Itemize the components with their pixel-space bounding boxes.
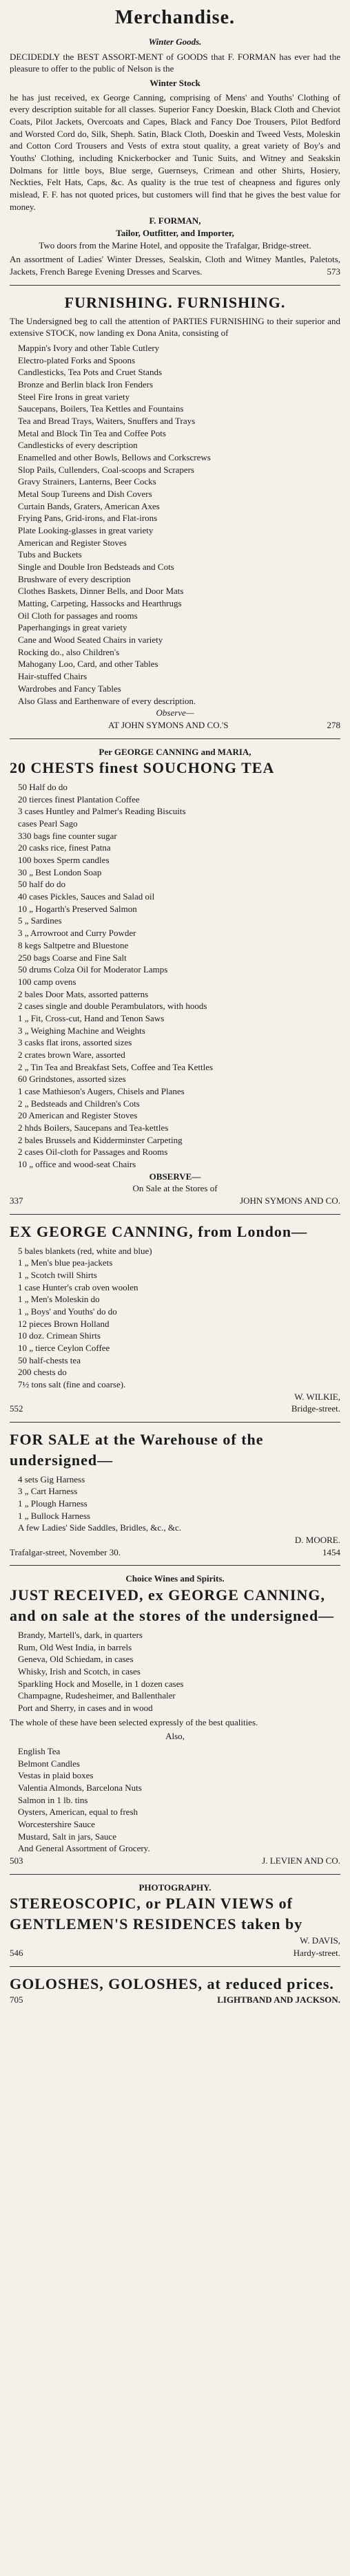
- list-item: 1 „ Boys' and Youths' do do: [18, 1306, 117, 1317]
- list-item: Candlesticks, Tea Pots and Cruet Stands: [18, 367, 162, 378]
- list-item: Oil Cloth for passages and rooms: [18, 610, 138, 621]
- list-item: Candlesticks of every description: [18, 440, 138, 451]
- list-item: Tubs and Buckets: [18, 549, 82, 560]
- list-item: Curtain Bands, Graters, American Axes: [18, 500, 160, 511]
- ad-body: he has just received, ex George Canning, comprising of Mens' and Youths' Clothing of every description suitable for all classes. Superior Fancy Doeskin, Black Cloth and Cheviot Coats, Pilot Jackets, Overcoats and Capes, Black and Fancy Doe Trousers, Pilot Bedford and Worsted Cord do, Silk, Sheph. Satin, Black Cloth, Doeskin and Tweed Vests, Moleskin and Cotton Cord Trousers and Vests of extra stout quality, a great variety of Boy's and Youths' Clothing, including Knickerbocker and Tunic Suits, and Witney and Seakskin Dolmans for little boys, Blue serge, Guernseys, Crimean and other Shirts, Hosiery, Neckties, Felt Hats, Caps, &c. As quality is the true test of cheapness and figures only mislead, F. F. has not quoted prices, but customers will find that he gives the best value for money.: [10, 92, 340, 212]
- list-item: Mustard, Salt in jars, Sauce: [18, 1831, 116, 1842]
- list-item: 1 „ Men's Moleskin do: [18, 1294, 100, 1305]
- list-item: 3 „ Weighing Machine and Weights: [18, 1025, 145, 1036]
- list-item: 1 „ Men's blue pea-jackets: [18, 1257, 113, 1268]
- list-item: 1 case Mathieson's Augers, Chisels and Planes: [18, 1085, 185, 1096]
- ad-body: The Undersigned beg to call the attention of PARTIES FURNISHING to their superior and extensive STOCK, now landing ex Dona Anita, consisting of: [10, 315, 340, 339]
- list-item: 200 chests do: [18, 1367, 67, 1378]
- ad-store: On Sale at the Stores of: [132, 1183, 218, 1194]
- list-item: 4 sets Gig Harness: [18, 1473, 85, 1484]
- ad-address: Two doors from the Marine Hotel, and opposite the Trafalgar, Bridge-street.: [39, 239, 311, 251]
- ad-ref: 503: [10, 1855, 23, 1866]
- list-item: 3 „ Cart Harness: [18, 1486, 78, 1497]
- list-item: Geneva, Old Schiedam, in cases: [18, 1654, 134, 1665]
- list-item: 100 camp ovens: [18, 976, 76, 987]
- ad-goloshes: [10, 1974, 340, 2007]
- list-item: Hair-stuffed Chairs: [18, 671, 88, 682]
- list-item: 60 Grindstones, assorted sizes: [18, 1074, 126, 1085]
- list-item: Champagne, Rudesheimer, and Ballenthaler: [18, 1690, 176, 1701]
- list-item: 2 „ Bedsteads and Children's Cots: [18, 1098, 140, 1109]
- ad-signature: W. WILKIE,: [294, 1391, 340, 1402]
- list-item: Port and Sherry, in cases and in wood: [18, 1702, 153, 1713]
- ad-furnishing: [10, 292, 340, 732]
- ad-body: DECIDEDLY the BEST ASSORT-MENT of GOODS that F. FORMAN has ever had the pleasure to offer to the public of Nelson is the: [10, 51, 340, 74]
- list-item: Paperhangings in great variety: [18, 622, 127, 633]
- list-item: Whisky, Irish and Scotch, in cases: [18, 1665, 141, 1676]
- list-item: Tea and Bread Trays, Waiters, Snuffers and Trays: [18, 416, 196, 427]
- divider: [10, 1966, 340, 1967]
- divider: [10, 738, 340, 739]
- ad-heading: GOLOSHES, GOLOSHES, at reduced prices.: [10, 1974, 334, 1992]
- divider: [10, 1874, 340, 1875]
- list-item: Belmont Candles: [18, 1758, 80, 1769]
- list-item: English Tea: [18, 1745, 61, 1756]
- list-item: Gravy Strainers, Lanterns, Beer Cocks: [18, 476, 156, 487]
- ad-address-row: 546 Hardy-street.: [10, 1947, 340, 1958]
- section-title: Merchandise.: [114, 7, 236, 28]
- list-item: 250 bags Coarse and Fine Salt: [18, 952, 127, 963]
- list-item: Vestas in plaid boxes: [18, 1770, 94, 1781]
- list-item: Wardrobes and Fancy Tables: [18, 683, 121, 694]
- ad-also: Also,: [165, 1731, 185, 1742]
- list-item: 1 „ Bullock Harness: [18, 1510, 91, 1521]
- list-item: Rum, Old West India, in barrels: [18, 1641, 132, 1652]
- ad-trade: Tailor, Outfitter, and Importer,: [116, 228, 234, 239]
- list-item: 2 „ Tin Tea and Breakfast Sets, Coffee and Tea Kettles: [18, 1061, 214, 1072]
- ad-ref: 573: [327, 266, 340, 277]
- ad-for-sale-warehouse: [10, 1429, 340, 1559]
- list-item: 20 casks rice, finest Patna: [18, 842, 111, 853]
- list-item: 2 crates brown Ware, assorted: [18, 1049, 125, 1060]
- ad-ref: 552: [10, 1403, 23, 1414]
- list-item: Oysters, American, equal to fresh: [18, 1807, 138, 1818]
- item-list: [18, 1473, 340, 1534]
- list-item: Rocking do., also Children's: [18, 646, 120, 657]
- list-item: 3 cases Huntley and Palmer's Reading Biscuits: [18, 806, 186, 817]
- list-item: 1 „ Plough Harness: [18, 1498, 88, 1509]
- ad-heading: EX GEORGE CANNING, from London—: [10, 1222, 308, 1240]
- list-item: 40 cases Pickles, Sauces and Salad oil: [18, 891, 155, 902]
- ad-photography: [10, 1882, 340, 1959]
- list-item: 50 half-chests tea: [18, 1354, 81, 1365]
- list-item: 1 case Hunter's crab oven woolen: [18, 1281, 138, 1292]
- list-item: Steel Fire Irons in great variety: [18, 391, 130, 402]
- ad-header: Choice Wines and Spirits.: [125, 1573, 225, 1584]
- list-item: 1 „ Fit, Cross-cut, Hand and Tenon Saws: [18, 1012, 165, 1023]
- list-item: 50 half do do: [18, 879, 65, 890]
- list-item: 30 „ Best London Soap: [18, 866, 102, 877]
- list-item: 330 bags fine counter sugar: [18, 830, 117, 841]
- list-item: 2 bales Brussels and Kidderminster Carpeting: [18, 1134, 183, 1145]
- list-item: 10 „ Hogarth's Preserved Salmon: [18, 903, 137, 914]
- list-item: 100 boxes Sperm candles: [18, 855, 110, 866]
- list-item: Bronze and Berlin black Iron Fenders: [18, 379, 154, 390]
- list-item: Also Glass and Earthenware of every description.: [18, 695, 196, 706]
- list-item: Plate Looking-glasses in great variety: [18, 525, 154, 536]
- list-item: Metal and Block Tin Tea and Coffee Pots: [18, 427, 166, 438]
- ad-signature: D. MOORE.: [294, 1535, 340, 1546]
- ad-observe: OBSERVE—: [149, 1171, 201, 1182]
- list-item: Brushware of every description: [18, 573, 131, 584]
- list-item: 8 kegs Saltpetre and Bluestone: [18, 939, 129, 950]
- list-item: 20 American and Register Stoves: [18, 1110, 138, 1121]
- ad-store: AT JOHN SYMONS AND CO.'S 278: [108, 719, 340, 730]
- list-item: Enamelled and other Bowls, Bellows and Corkscrews: [18, 452, 211, 463]
- item-list: [18, 342, 340, 707]
- ad-ref: 337: [10, 1195, 23, 1206]
- ad-note: The whole of these have been selected expressly of the best qualities.: [10, 1716, 258, 1727]
- list-item: Mappin's Ivory and other Table Cutlery: [18, 343, 160, 354]
- ad-ref: 546: [10, 1947, 23, 1958]
- divider: [10, 285, 340, 286]
- list-item: Valentia Almonds, Barcelona Nuts: [18, 1782, 142, 1793]
- list-item: Single and Double Iron Bedsteads and Cots: [18, 562, 174, 573]
- list-item: A few Ladies' Side Saddles, Bridles, &c., &c.: [18, 1522, 182, 1533]
- ad-ex-george-canning: [10, 1222, 340, 1415]
- list-item: 5 „ Sardines: [18, 915, 62, 926]
- list-item: Frying Pans, Grid-irons, and Flat-irons: [18, 513, 158, 524]
- ad-heading: Winter Goods.: [148, 36, 202, 47]
- item-list: [18, 1629, 340, 1714]
- ad-footer: An assortment of Ladies' Winter Dresses, Sealskin, Cloth and Witney Mantles, Paletots, Jackets, French Barege Evening Dresses and Scarves. 573: [10, 254, 340, 277]
- list-item: Brandy, Martell's, dark, in quarters: [18, 1629, 143, 1640]
- list-item: Mahogany Loo, Card, and other Tables: [18, 659, 158, 670]
- ad-signature: W. DAVIS,: [300, 1935, 340, 1946]
- ad-george-canning-maria: [10, 746, 340, 1207]
- ad-heading: STEREOSCOPIC, or PLAIN VIEWS of GENTLEMEN'S RESIDENCES taken by: [10, 1895, 303, 1933]
- list-item: Slop Pails, Cullenders, Coal-scoops and Scrapers: [18, 464, 194, 475]
- list-item: 2 bales Door Mats, assorted patterns: [18, 988, 149, 999]
- divider: [10, 1214, 340, 1215]
- ad-ref: 278: [327, 719, 340, 730]
- ad-header: PHOTOGRAPHY.: [138, 1882, 212, 1893]
- list-item: 2 cases single and double Perambulators, with hoods: [18, 1001, 207, 1012]
- divider: [10, 1422, 340, 1423]
- ad-wines-spirits: [10, 1573, 340, 1866]
- list-item: 3 casks flat irons, assorted sizes: [18, 1037, 132, 1048]
- list-item: Clothes Baskets, Dinner Bells, and Door Mats: [18, 586, 184, 597]
- ad-firm-row: 705 LIGHTBAND AND JACKSON.: [10, 1994, 340, 2005]
- ad-firm: 337 JOHN SYMONS AND CO.: [10, 1195, 340, 1206]
- list-item: 50 drums Colza Oil for Moderator Lamps: [18, 964, 168, 975]
- list-item: American and Register Stoves: [18, 537, 127, 548]
- list-item: 10 doz. Crimean Shirts: [18, 1330, 101, 1341]
- item-list: [18, 781, 340, 1171]
- ad-observe: Observe—: [156, 707, 194, 718]
- ad-heading: JUST RECEIVED, ex GEORGE CANNING, and on sale at the stores of the undersigned—: [10, 1586, 335, 1625]
- ad-date-row: Trafalgar-street, November 30. 1454: [10, 1546, 340, 1557]
- ad-firm-row: 503 J. LEVIEN AND CO.: [10, 1855, 340, 1866]
- divider: [10, 1565, 340, 1566]
- list-item: Matting, Carpeting, Hassocks and Hearthrugs: [18, 598, 182, 609]
- list-item: cases Pearl Sago: [18, 818, 78, 829]
- list-item: 10 „ tierce Ceylon Coffee: [18, 1342, 110, 1353]
- list-item: Electro-plated Forks and Spoons: [18, 354, 136, 365]
- list-item: 50 Half do do: [18, 782, 68, 793]
- list-item: 2 hhds Boilers, Saucepans and Tea-kettles: [18, 1122, 169, 1133]
- list-item: And General Assortment of Grocery.: [18, 1843, 150, 1854]
- list-item: Cane and Wood Seated Chairs in variety: [18, 635, 163, 646]
- ad-header: Per GEORGE CANNING and MARIA,: [99, 746, 251, 757]
- list-item: Metal Soup Tureens and Dish Covers: [18, 489, 152, 500]
- list-item: Saucepans, Boilers, Tea Kettles and Fountains: [18, 403, 184, 414]
- ad-winter-goods: [10, 36, 340, 278]
- ad-ref: 1454: [322, 1546, 340, 1557]
- list-item: 10 „ office and wood-seat Chairs: [18, 1158, 136, 1169]
- item-list: [18, 1245, 340, 1391]
- list-item: Salmon in 1 lb. tins: [18, 1794, 88, 1805]
- list-item: 3 „ Arrowroot and Curry Powder: [18, 928, 136, 939]
- ad-heading: FOR SALE at the Warehouse of the undersigned—: [10, 1430, 264, 1469]
- ad-ref: 705: [10, 1994, 23, 2005]
- list-item: 12 pieces Brown Holland: [18, 1318, 110, 1329]
- list-item: 7½ tons salt (fine and coarse).: [18, 1379, 126, 1390]
- ad-lead: 20 CHESTS finest SOUCHONG TEA: [10, 759, 275, 777]
- list-item: Worcestershire Sauce: [18, 1819, 95, 1829]
- ad-heading: FURNISHING. FURNISHING.: [64, 293, 286, 311]
- ad-label: Winter Stock: [150, 78, 200, 89]
- ad-signature: F. FORMAN,: [149, 215, 201, 226]
- item-list: [18, 1745, 340, 1855]
- list-item: 20 tierces finest Plantation Coffee: [18, 794, 140, 805]
- list-item: 5 bales blankets (red, white and blue): [18, 1245, 152, 1256]
- list-item: 1 „ Scotch twill Shirts: [18, 1269, 97, 1280]
- list-item: 2 cases Oil-cloth for Passages and Rooms: [18, 1147, 168, 1158]
- list-item: Sparkling Hock and Moselle, in 1 dozen cases: [18, 1678, 184, 1689]
- ad-address-row: 552 Bridge-street.: [10, 1403, 340, 1414]
